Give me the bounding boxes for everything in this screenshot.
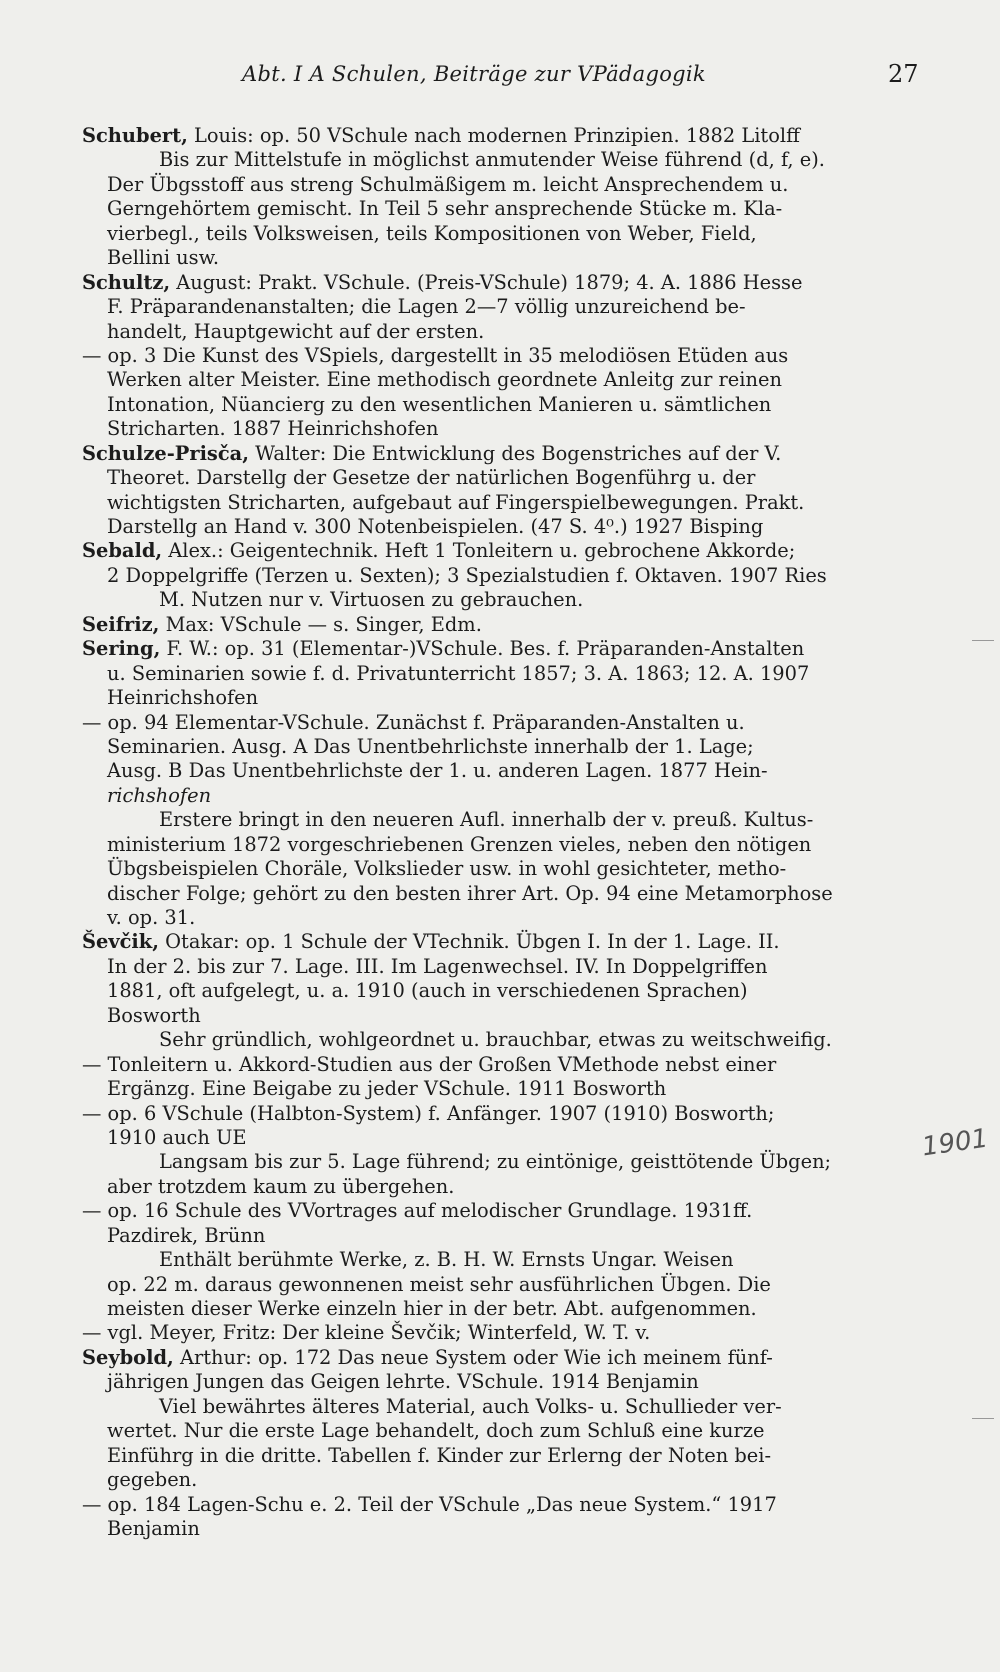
page-number: 27 (888, 60, 919, 88)
line-text: Bellini usw. (107, 246, 220, 270)
text-line (82, 1346, 922, 1370)
line-text: op. 22 m. daraus gewonnenen meist sehr ausführlichen Übgen. Die (107, 1272, 771, 1296)
text-line (82, 1444, 922, 1468)
text-line (82, 1419, 922, 1443)
text-line (82, 271, 922, 295)
author-name: Ševčik, (82, 930, 159, 954)
line-text: u. Seminarien sowie f. d. Privatunterricht 1857; 3. A. 1863; 12. A. 1907 (107, 661, 810, 685)
line-text: — vgl. Meyer, Fritz: Der kleine Ševčik; Winterfeld, W. T. v. (82, 1321, 651, 1345)
line-text: Einführg in die dritte. Tabellen f. Kinder zur Erlerng der Noten bei- (107, 1443, 772, 1467)
text-line (82, 955, 922, 979)
text-line (82, 1004, 922, 1028)
running-title: Abt. I A Schulen, Beiträge zur VPädagogik (242, 62, 706, 86)
text-line (82, 759, 922, 783)
text-line (82, 1517, 922, 1541)
line-text: — op. 16 Schule des VVortrages auf melodischer Grundlage. 1931ff. (82, 1199, 753, 1223)
line-text: Langsam bis zur 5. Lage führend; zu eintönige, geisttötende Übgen; (159, 1150, 832, 1174)
text-line (82, 148, 922, 172)
line-text: — op. 6 VSchule (Halbton-System) f. Anfänger. 1907 (1910) Bosworth; (82, 1101, 775, 1125)
line-text: Werken alter Meister. Eine methodisch geordnete Anleitg zur reinen (107, 368, 782, 392)
text-line (82, 344, 922, 368)
text-line (82, 930, 922, 954)
text-line (82, 637, 922, 661)
text-line (82, 295, 922, 319)
text-line (82, 1493, 922, 1517)
text-line (82, 320, 922, 344)
line-text: Bis zur Mittelstufe in möglichst anmutender Weise führend (d, f, e). (159, 148, 825, 172)
text-line (82, 1175, 922, 1199)
line-text: Sehr gründlich, wohlgeordnet u. brauchbar, etwas zu weitschweifig. (159, 1028, 832, 1052)
text-line (82, 246, 922, 270)
author-name: Sering, (82, 637, 161, 661)
line-text: aber trotzdem kaum zu übergehen. (107, 1174, 455, 1198)
italic-text: richshofen (107, 783, 212, 807)
line-text: Benjamin (107, 1516, 200, 1540)
text-line (82, 1077, 922, 1101)
text-line (82, 466, 922, 490)
line-text: handelt, Hauptgewicht auf der ersten. (107, 319, 485, 343)
text-line (82, 1395, 922, 1419)
text-line (82, 1053, 922, 1077)
margin-mark (972, 1418, 994, 1419)
text-line (82, 1321, 922, 1345)
text-line (82, 442, 922, 466)
text-line (82, 222, 922, 246)
text-line (82, 882, 922, 906)
line-text: Theoret. Darstellg der Gesetze der natürlichen Bogenführg u. der (107, 466, 756, 490)
text-line (82, 173, 922, 197)
text-line (82, 979, 922, 1003)
text-line (82, 1297, 922, 1321)
text-line (82, 1248, 922, 1272)
text-line (82, 417, 922, 441)
line-text: discher Folge; gehört zu den besten ihrer Art. Op. 94 eine Metamorphose (107, 881, 833, 905)
line-text: — op. 184 Lagen-Schu e. 2. Teil der VSchule „Das neue System.“ 1917 (82, 1492, 777, 1516)
text-line (82, 711, 922, 735)
line-text: — Tonleitern u. Akkord-Studien aus der Großen VMethode nebst einer (82, 1052, 777, 1076)
line-text: Walter: Die Entwicklung des Bogenstriches auf der V. (248, 441, 782, 465)
line-text: gegeben. (107, 1468, 198, 1492)
line-text: Bosworth (107, 1003, 201, 1027)
bibliography-text (82, 124, 922, 1541)
text-line (82, 393, 922, 417)
author-name: Schubert, (82, 124, 188, 147)
margin-mark (972, 640, 994, 641)
text-line (82, 857, 922, 881)
author-name: Seybold, (82, 1345, 174, 1369)
author-name: Schultz, (82, 270, 171, 294)
line-text: Der Übgsstoff aus streng Schulmäßigem m. leicht Ansprechendem u. (107, 172, 789, 196)
text-line (82, 1224, 922, 1248)
text-line (82, 1102, 922, 1126)
text-line (82, 124, 922, 148)
text-line (82, 906, 922, 930)
line-text: In der 2. bis zur 7. Lage. III. Im Lagenwechsel. IV. In Doppelgriffen (107, 954, 768, 978)
line-text: Darstellg an Hand v. 300 Notenbeispielen. (47 S. 4⁰.) 1927 Bisping (107, 515, 764, 538)
text-line (82, 735, 922, 759)
line-text: Heinrichshofen (107, 686, 259, 710)
author-name: Schulze-Prisča, (82, 441, 249, 465)
text-line (82, 1370, 922, 1394)
text-line (82, 1468, 922, 1492)
line-text: Enthält berühmte Werke, z. B. H. W. Ernsts Ungar. Weisen (159, 1248, 734, 1272)
line-text: — op. 94 Elementar-VSchule. Zunächst f. Präparanden-Anstalten u. (82, 710, 745, 734)
line-text: ministerium 1872 vorgeschriebenen Grenzen vieles, neben den nötigen (107, 832, 812, 856)
line-text: jährigen Jungen das Geigen lehrte. VSchule. 1914 Benjamin (107, 1370, 699, 1394)
text-line (82, 662, 922, 686)
line-text: 1910 auch UE (107, 1125, 247, 1149)
line-text: wertet. Nur die erste Lage behandelt, doch zum Schluß eine kurze (107, 1419, 765, 1443)
line-text: F. Präparandenanstalten; die Lagen 2—7 völlig unzureichend be- (107, 295, 746, 319)
text-line (82, 515, 922, 539)
handwritten-margin-note: 1901 (920, 1123, 990, 1163)
line-text: 1881, oft aufgelegt, u. a. 1910 (auch in verschiedenen Sprachen) (107, 979, 748, 1003)
line-text: Louis: op. 50 VSchule nach modernen Prinzipien. 1882 Litolff (187, 124, 800, 147)
line-text: meisten dieser Werke einzeln hier in der betr. Abt. aufgenommen. (107, 1297, 757, 1320)
text-line (82, 491, 922, 515)
line-text: Gerngehörtem gemischt. In Teil 5 sehr ansprechende Stücke m. Kla- (107, 197, 783, 221)
author-name: Sebald, (82, 539, 163, 563)
line-text: Ergänzg. Eine Beigabe zu jeder VSchule. 1911 Bosworth (107, 1077, 667, 1101)
line-text: Stricharten. 1887 Heinrichshofen (107, 417, 439, 441)
page-header (0, 62, 1000, 92)
text-line (82, 808, 922, 832)
text-line (82, 833, 922, 857)
text-line (82, 1273, 922, 1297)
line-text: Alex.: Geigentechnik. Heft 1 Tonleitern u. gebrochene Akkorde; (162, 539, 796, 563)
text-line (82, 564, 922, 588)
line-text: Viel bewährtes älteres Material, auch Volks- u. Schullieder ver- (159, 1394, 782, 1418)
text-line (82, 613, 922, 637)
text-line (82, 1150, 922, 1174)
line-text: Intonation, Nüancierg zu den wesentlichen Manieren u. sämtlichen (107, 392, 772, 416)
line-text: F. W.: op. 31 (Elementar-)VSchule. Bes. f. Präparanden-Anstalten (160, 637, 805, 661)
text-line (82, 197, 922, 221)
text-line (82, 1199, 922, 1223)
line-text: — op. 3 Die Kunst des VSpiels, dargestellt in 35 melodiösen Etüden aus (82, 343, 789, 367)
text-line (82, 784, 922, 808)
line-text: Seminarien. Ausg. A Das Unentbehrlichste innerhalb der 1. Lage; (107, 734, 754, 758)
line-text: Ausg. B Das Unentbehrlichste der 1. u. anderen Lagen. 1877 Hein- (107, 759, 768, 783)
text-line (82, 1126, 922, 1150)
line-text: Arthur: op. 172 Das neue System oder Wie ich meinem fünf- (173, 1345, 773, 1369)
line-text: wichtigsten Stricharten, aufgebaut auf Fingerspielbewegungen. Prakt. (107, 490, 805, 514)
line-text: v. op. 31. (107, 906, 196, 929)
line-text: August: Prakt. VSchule. (Preis-VSchule) 1879; 4. A. 1886 Hesse (170, 270, 803, 294)
author-name: Seifriz, (82, 612, 160, 636)
line-text: Otakar: op. 1 Schule der VTechnik. Übgen I. In der 1. Lage. II. (158, 930, 780, 954)
line-text: Erstere bringt in den neueren Aufl. innerhalb der v. preuß. Kultus- (159, 808, 814, 832)
line-text: M. Nutzen nur v. Virtuosen zu gebrauchen. (159, 588, 584, 612)
line-text: vierbegl., teils Volksweisen, teils Kompositionen von Weber, Field, (107, 221, 757, 245)
line-text: Übgsbeispielen Choräle, Volkslieder usw. in wohl gesichteter, metho- (107, 857, 787, 881)
text-line (82, 539, 922, 563)
line-text: 2 Doppelgriffe (Terzen u. Sexten); 3 Spezialstudien f. Oktaven. 1907 Ries (107, 563, 827, 587)
line-text: Max: VSchule — s. Singer, Edm. (159, 612, 482, 636)
text-line (82, 686, 922, 710)
text-line (82, 1028, 922, 1052)
text-line (82, 588, 922, 612)
line-text: Pazdirek, Brünn (107, 1223, 266, 1247)
text-line (82, 368, 922, 392)
